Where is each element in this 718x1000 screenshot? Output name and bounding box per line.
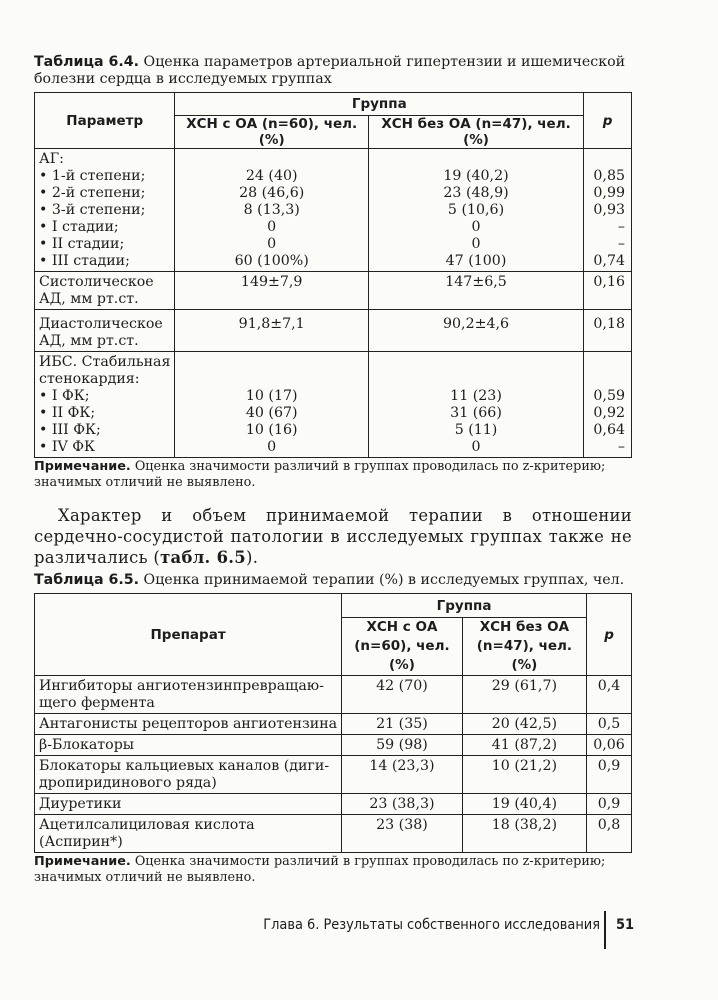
table-6-5-note xyxy=(34,854,632,886)
cell-p: 0,9 xyxy=(597,758,621,774)
values-without-oa: 19 (40,2) 23 (48,9) 5 (10,6) 0 0 47 (100) xyxy=(368,149,583,272)
cell-value: 29 (61,7) xyxy=(491,678,558,694)
table-row xyxy=(35,352,632,458)
drug-name: Ингибиторы ангиотензинпревращаю- щего фермента xyxy=(35,676,342,714)
cell-value: 91,8±7,1 xyxy=(238,316,305,332)
drug-name: Диуретики xyxy=(35,794,342,815)
cell-value: 20 (42,5) xyxy=(491,716,558,732)
header-col-without-oa: ХСН без ОА (n=47), чел. (%) xyxy=(368,116,583,149)
table-row xyxy=(35,714,632,735)
cell-value: 21 (35) xyxy=(376,716,428,732)
drug-name: Антагонисты рецепторов ангиотензина xyxy=(35,714,342,735)
caption-text: Оценка принимаемой терапии (%) в исследуемых группах, чел. xyxy=(139,572,625,588)
table-6-5 xyxy=(34,593,632,853)
note-label: Примечание. xyxy=(34,854,131,869)
drug-name: Блокаторы кальциевых каналов (диги- дропиридинового ряда) xyxy=(35,756,342,794)
cell-p: 0,18 xyxy=(593,316,625,332)
cell-value: 90,2±4,6 xyxy=(443,316,510,332)
paragraph-end: ). xyxy=(246,548,259,567)
row-label: Систолическое АД, мм рт.ст. xyxy=(35,272,175,310)
page-footer xyxy=(0,911,635,941)
values-with-oa: 10 (17) 40 (67) 10 (16) 0 xyxy=(175,352,369,458)
table-row xyxy=(35,756,632,794)
header-drug: Препарат xyxy=(35,594,342,676)
values-with-oa: 24 (40) 28 (46,6) 8 (13,3) 0 0 60 (100%) xyxy=(175,149,369,272)
table-6-4-note xyxy=(34,459,632,491)
header-col-with-oa: ХСН с ОА (n=60), чел. (%) xyxy=(175,116,369,149)
table-row xyxy=(35,310,632,352)
chapter-title: Глава 6. Результаты собственного исследования xyxy=(263,917,600,933)
body-paragraph xyxy=(34,505,632,568)
cell-p: 0,4 xyxy=(597,678,621,694)
cell-value: 42 (70) xyxy=(376,678,428,694)
table-6-5-caption xyxy=(34,572,632,589)
caption-label: Таблица 6.4. xyxy=(34,54,140,70)
header-p: p xyxy=(587,594,632,676)
cell-value: 59 (98) xyxy=(376,737,428,753)
caption-text: Оценка параметров артериальной гипертензии и ишемической болезни сердца в исследуемых группах xyxy=(34,54,626,87)
values-p: 0,85 0,99 0,93 – – 0,74 xyxy=(584,149,632,272)
row-label: ИБС. Стабильная стенокардия: • I ФК; • II ФК; • III ФК; • IV ФК xyxy=(35,352,175,458)
cell-value: 41 (87,2) xyxy=(491,737,558,753)
table-ref-link: табл. 6.5 xyxy=(160,548,246,567)
header-col-without-oa: ХСН без ОА (n=47), чел. (%) xyxy=(462,618,586,676)
caption-label: Таблица 6.5. xyxy=(34,572,140,588)
header-col-with-oa: ХСН с ОА (n=60), чел. (%) xyxy=(342,618,463,676)
header-p: p xyxy=(584,93,632,149)
cell-value: 10 (21,2) xyxy=(491,758,558,774)
cell-value: 19 (40,4) xyxy=(491,796,558,812)
header-group: Группа xyxy=(342,594,587,618)
note-text: Оценка значимости различий в группах проводилась по z-критерию; значимых отличий не выявлено. xyxy=(34,459,606,490)
table-6-4 xyxy=(34,92,632,458)
footer-divider xyxy=(604,911,606,949)
drug-name: Ацетилсалициловая кислота (Аспирин*) xyxy=(35,815,342,853)
cell-p: 0,16 xyxy=(593,274,625,290)
cell-p: 0,06 xyxy=(593,737,625,753)
values-without-oa: 11 (23) 31 (66) 5 (11) 0 xyxy=(368,352,583,458)
row-label: АГ: • 1-й степени; • 2-й степени; • 3-й степени; • I стадии; • II стадии; • III стадии; xyxy=(35,149,175,272)
table-row xyxy=(35,794,632,815)
cell-value: 149±7,9 xyxy=(240,274,303,290)
row-label: Диастолическое АД, мм рт.ст. xyxy=(35,310,175,352)
page-number: 51 xyxy=(616,917,635,933)
table-row xyxy=(35,272,632,310)
values-p: 0,59 0,92 0,64 – xyxy=(584,352,632,458)
note-text: Оценка значимости различий в группах проводилась по z-критерию; значимых отличий не выявлено. xyxy=(34,854,606,885)
cell-p: 0,8 xyxy=(597,817,621,833)
table-row xyxy=(35,815,632,853)
header-group: Группа xyxy=(175,93,584,116)
table-6-4-caption xyxy=(34,54,632,88)
page-content xyxy=(34,54,632,886)
paragraph-text: Характер и объем принимаемой терапии в отношении сердечно-сосудистой патологии в исследуемых группах также не различались ( xyxy=(34,506,632,567)
cell-p: 0,5 xyxy=(597,716,621,732)
cell-value: 14 (23,3) xyxy=(369,758,435,774)
cell-p: 0,9 xyxy=(597,796,621,812)
note-label: Примечание. xyxy=(34,459,131,474)
cell-value: 18 (38,2) xyxy=(491,817,558,833)
cell-value: 23 (38,3) xyxy=(369,796,435,812)
table-row xyxy=(35,735,632,756)
table-row xyxy=(35,676,632,714)
table-row xyxy=(35,149,632,272)
header-param: Параметр xyxy=(35,93,175,149)
drug-name: β-Блокаторы xyxy=(35,735,342,756)
cell-value: 147±6,5 xyxy=(445,274,507,290)
cell-value: 23 (38) xyxy=(376,817,428,833)
